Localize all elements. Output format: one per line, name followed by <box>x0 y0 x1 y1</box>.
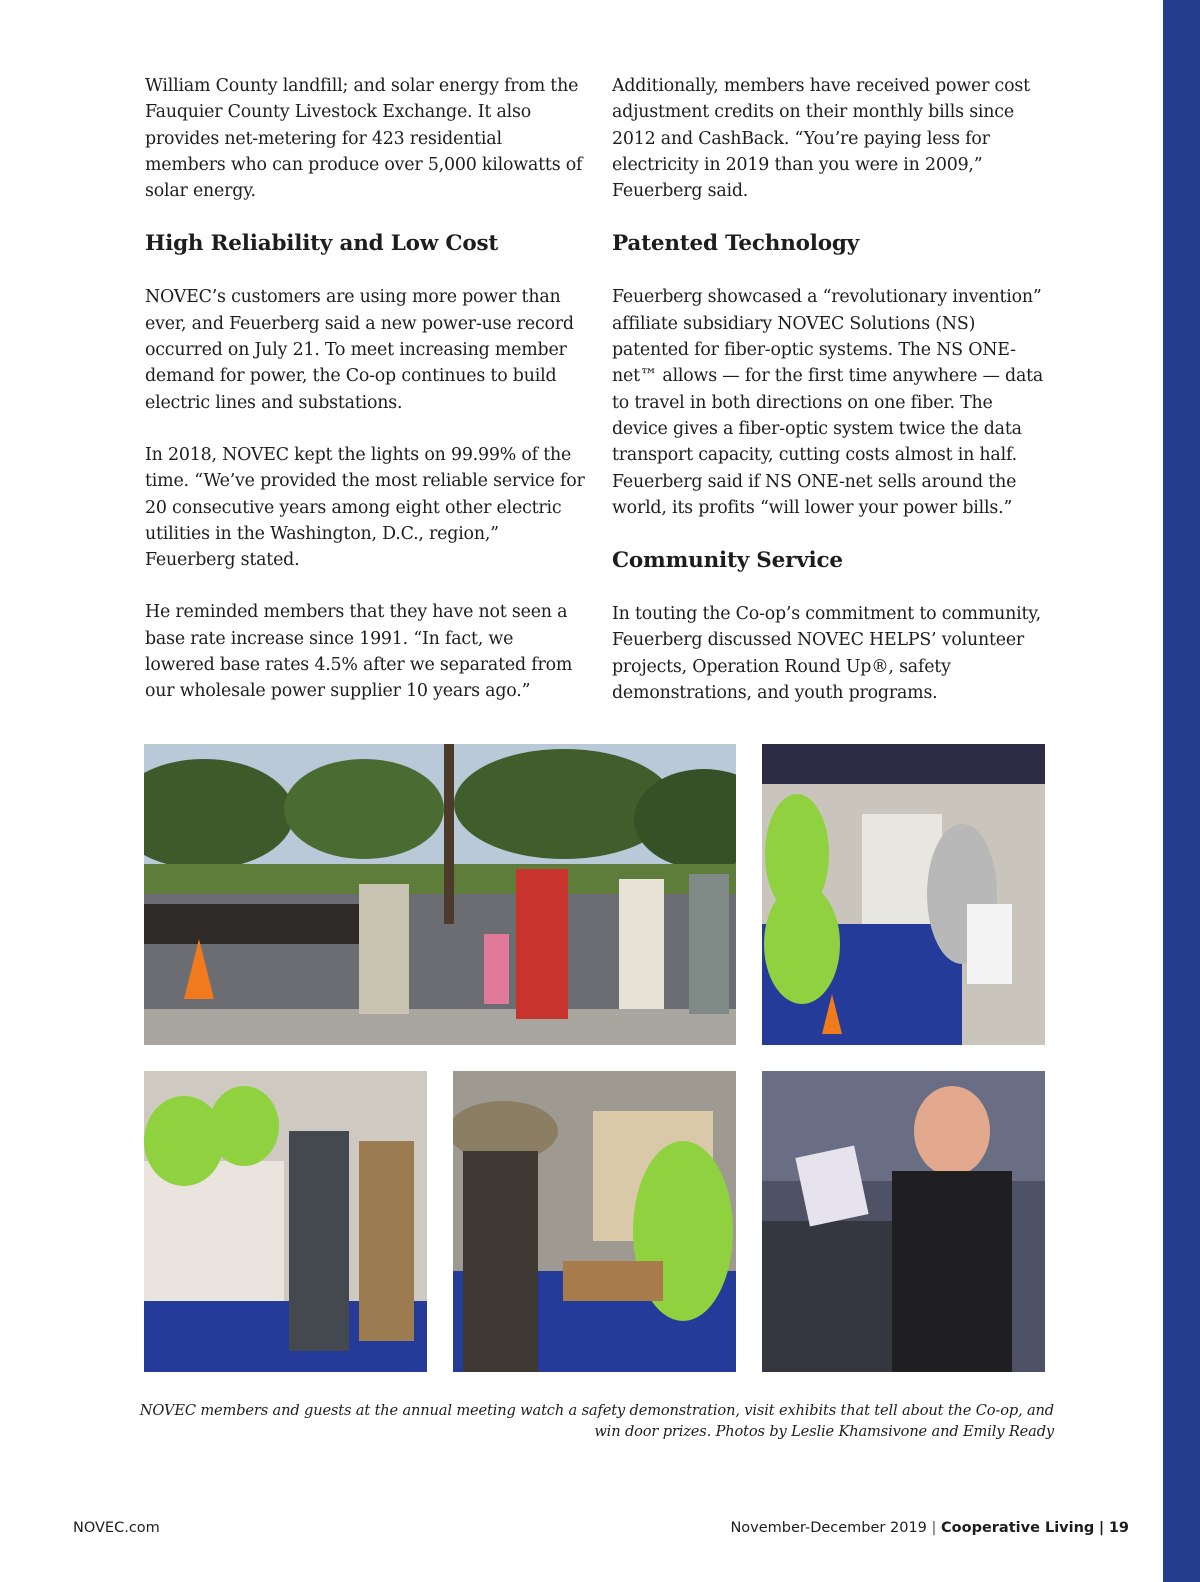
heading-patented-technology: Patented Technology <box>612 231 860 257</box>
heading-high-reliability: High Reliability and Low Cost <box>145 231 499 257</box>
paragraph-power-demand: NOVEC’s customers are using more power than ever, and Feuerberg said a new power-use record occurred on July 21. To meet increasing member demand for power, the Co-op continues to build electric lines and substations. <box>145 287 574 413</box>
paragraph-patented-technology: Feuerberg showcased a “revolutionary invention” affiliate subsidiary NOVEC Solutions (NS) patented for fiber-optic systems. The NS ONE-net™ allows — for the first time anywhere — data to travel in both directions on one fiber. The device gives a fiber-optic system twice the data transport capacity, cutting costs almost in half. Feuerberg said if NS ONE-net sells around the world, its profits “will lower your power bills.” <box>612 287 1044 518</box>
footer-separator: | <box>931 1520 937 1536</box>
photo-safety-demonstration <box>144 744 736 1045</box>
left-column <box>145 73 585 705</box>
photo-registration-table <box>762 744 1045 1045</box>
photo-door-prize-winner <box>762 1071 1045 1372</box>
footer-separator-bold: | <box>1098 1520 1105 1536</box>
side-color-bar <box>1163 0 1200 1582</box>
photo-caption: NOVEC members and guests at the annual meeting watch a safety demonstration, visit exhibits that tell about the Co-op, and win door prizes. Photos by Leslie Khamsivone and Emily Ready <box>139 1402 1054 1440</box>
right-intro-paragraph: Additionally, members have received power cost adjustment credits on their monthly bills since 2012 and CashBack. “You’re paying less for electricity in 2019 than you were in 2009,” Feuerberg said. <box>612 76 1030 202</box>
left-intro-paragraph: William County landfill; and solar energy from the Fauquier County Livestock Exchange. It also provides net-metering for 423 residential members who can produce over 5,000 kilowatts of solar energy. <box>145 76 583 202</box>
footer-issue-info <box>730 1520 1129 1536</box>
footer-page-number: 19 <box>1108 1520 1129 1536</box>
footer-website: NOVEC.com <box>73 1520 160 1536</box>
footer-issue-date: November-December 2019 <box>730 1520 927 1536</box>
footer-magazine-name: Cooperative Living <box>941 1520 1095 1536</box>
photo-tools-exhibit <box>144 1071 427 1372</box>
paragraph-2018-reliability: In 2018, NOVEC kept the lights on 99.99% of the time. “We’ve provided the most reliable service for 20 consecutive years among eight other electric utilities in the Washington, D.C., region,” Feuerberg stated. <box>145 444 585 571</box>
heading-community-service: Community Service <box>612 548 843 574</box>
photo-equipment-exhibit <box>453 1071 736 1372</box>
paragraph-base-rates: He reminded members that they have not seen a base rate increase since 1991. “In fact, we lowered base rates 4.5% after we separated from our wholesale power supplier 10 years ago.” <box>145 602 573 702</box>
right-column <box>612 73 1052 706</box>
paragraph-community-service: In touting the Co-op’s commitment to community, Feuerberg discussed NOVEC HELPS’ volunteer projects, Operation Round Up®, safety demonstrations, and youth programs. <box>612 604 1041 704</box>
